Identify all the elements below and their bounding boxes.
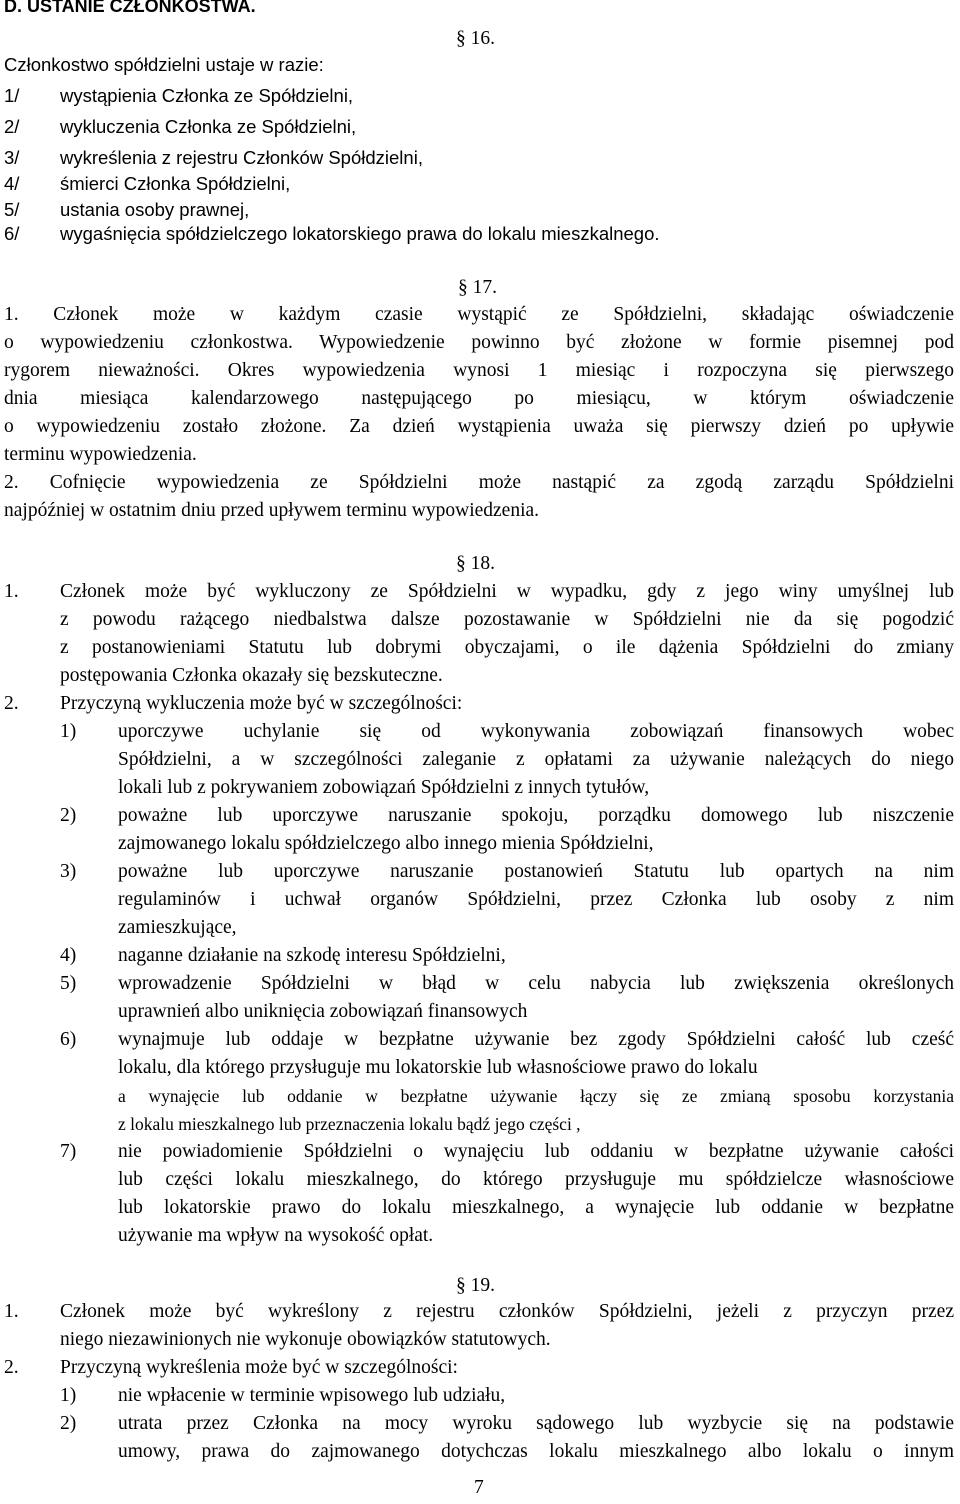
text-line: regulaminów i uchwał organów Spółdzielni, przez Członka lub osoby z nim — [118, 889, 954, 910]
s17-body — [4, 301, 954, 525]
item-number: 1) — [60, 1385, 77, 1406]
point-number: 1. — [4, 1301, 19, 1322]
item-number: 1) — [60, 721, 77, 742]
list-item-number: 2/ — [4, 116, 20, 137]
text-line: dnia miesiąca kalendarzowego następującego po miesiącu, w którym oświadczenie — [4, 388, 954, 409]
s18-p1 — [60, 578, 954, 690]
text-line: 2. Cofnięcie wypowiedzenia ze Spółdzielni może nastąpić za zgodą zarządu Spółdzielni — [4, 472, 954, 493]
item-number: 7) — [60, 1141, 77, 1162]
text-line: o wypowiedzeniu zostało złożone. Za dzień wystąpienia uważa się pierwszy dzień po upływie — [4, 416, 954, 437]
text-line: Członek może być wykluczony ze Spółdzielni w wypadku, gdy z jego winy umyślnej lub — [60, 581, 954, 602]
text-line: rygorem nieważności. Okres wypowiedzenia wynosi 1 miesiąc i rozpoczyna się pierwszego — [4, 360, 954, 381]
text-line: lokali lub z pokrywaniem zobowiązań Spółdzielni z innych tytułów, — [118, 777, 650, 798]
text-line: wprowadzenie Spółdzielni w błąd w celu nabycia lub zwiększenia określonych — [118, 973, 954, 994]
list-item-text: śmierci Członka Spółdzielni, — [60, 173, 291, 194]
paragraph-mark-19: § 19. — [456, 1275, 495, 1296]
s18-item — [118, 1138, 954, 1250]
text-line: z lokalu mieszkalnego lub przeznaczenia lokalu bądź jego części , — [118, 1114, 581, 1134]
text-line: z postanowieniami Statutu lub dobrymi obyczajami, o ile dążenia Spółdzielni do zmiany — [60, 637, 954, 658]
list-item-text: ustania osoby prawnej, — [60, 199, 250, 220]
item-number: 5) — [60, 973, 77, 994]
text-line: lub części lokalu mieszkalnego, do którego przysługuje mu spółdzielcze własnościowe — [118, 1169, 954, 1190]
point-number: 2. — [4, 1357, 19, 1378]
text-line: o wypowiedzeniu członkostwa. Wypowiedzenie powinno być złożone w formie pisemnej pod — [4, 332, 954, 353]
item-number: 2) — [60, 805, 77, 826]
s18-item — [118, 802, 954, 858]
list-item-text: wykreślenia z rejestru Członków Spółdzielni, — [60, 147, 423, 168]
paragraph-mark-18: § 18. — [456, 553, 495, 574]
text-line: poważne lub uporczywe naruszanie postanowień Statutu lub opartych na nim — [118, 861, 954, 882]
text-line: niego niezawinionych nie wykonuje obowiązków statutowych. — [60, 1329, 551, 1350]
text-line: nie wpłacenie w terminie wpisowego lub udziału, — [118, 1385, 506, 1406]
item-number: 6) — [60, 1029, 77, 1050]
list-item-number: 6/ — [4, 223, 20, 244]
text-line: wynajmuje lub oddaje w bezpłatne używanie bez zgody Spółdzielni całość lub cześć — [118, 1029, 954, 1050]
text-line: Członek może być wykreślony z rejestru członków Spółdzielni, jeżeli z przyczyn przez — [60, 1301, 954, 1322]
paragraph-mark-16: § 16. — [456, 28, 495, 49]
s18-item — [118, 942, 954, 970]
text-line: lub lokatorskie prawo do lokalu mieszkalnego, a wynajęcie lub oddanie w bezpłatne — [118, 1197, 954, 1218]
list-item-text: wykluczenia Członka ze Spółdzielni, — [60, 116, 357, 137]
point-number: 2. — [4, 693, 19, 714]
text-line: zamieszkujące, — [118, 917, 237, 938]
s16-intro: Członkostwo spółdzielni ustaje w razie: — [4, 54, 324, 75]
s19-item — [118, 1410, 954, 1466]
page-number: 7 — [474, 1477, 484, 1498]
text-line: nie powiadomienie Spółdzielni o wynajęciu lub oddaniu w bezpłatne używanie całości — [118, 1141, 954, 1162]
text-line: używanie ma wpływ na wysokość opłat. — [118, 1225, 434, 1246]
text-line: postępowania Członka okazały się bezskuteczne. — [60, 665, 443, 686]
point-number: 1. — [4, 581, 19, 602]
s18-item — [118, 1026, 954, 1138]
list-item-text: wystąpienia Członka ze Spółdzielni, — [60, 85, 354, 106]
item-number: 2) — [60, 1413, 77, 1434]
item-number: 3) — [60, 861, 77, 882]
text-line: umowy, prawa do zajmowanego dotychczas lokalu mieszkalnego albo lokalu o innym — [118, 1441, 954, 1462]
list-item-number: 1/ — [4, 85, 20, 106]
list-item-text: wygaśnięcia spółdzielczego lokatorskiego prawa do lokalu mieszkalnego. — [60, 223, 660, 244]
text-line: najpóźniej w ostatnim dniu przed upływem terminu wypowiedzenia. — [4, 500, 540, 521]
text-line: Spółdzielni, a w szczególności zaleganie z opłatami za używanie należących do niego — [118, 749, 954, 770]
section-heading: D. USTANIE CZŁONKOSTWA. — [4, 0, 256, 16]
s18-item — [118, 970, 954, 1026]
paragraph-mark-17: § 17. — [458, 277, 497, 298]
text-line: a wynajęcie lub oddanie w bezpłatne używanie łączy się ze zmianą sposobu korzystania — [118, 1086, 954, 1106]
text-line: zajmowanego lokalu spółdzielczego albo innego mienia Spółdzielni, — [118, 833, 654, 854]
item-number: 4) — [60, 945, 77, 966]
text-line: lokalu, dla którego przysługuje mu lokatorskie lub własnościowe prawo do lokalu — [118, 1057, 758, 1078]
text-line: z powodu rażącego niedbalstwa dalsze pozostawanie w Spółdzielni nie da się pogodzić — [60, 609, 954, 630]
point-intro: Przyczyną wykluczenia może być w szczególności: — [60, 693, 463, 714]
list-item-number: 4/ — [4, 173, 20, 194]
text-line: terminu wypowiedzenia. — [4, 444, 197, 465]
s18-item — [118, 858, 954, 942]
text-line: uporczywe uchylanie się od wykonywania zobowiązań finansowych wobec — [118, 721, 954, 742]
s18-item — [118, 718, 954, 802]
s19-item — [118, 1382, 954, 1410]
point-intro: Przyczyną wykreślenia może być w szczególności: — [60, 1357, 458, 1378]
text-line: utrata przez Członka na mocy wyroku sądowego lub wyzbycie się na podstawie — [118, 1413, 954, 1434]
s19-p1 — [60, 1298, 954, 1354]
list-item-number: 3/ — [4, 147, 20, 168]
text-line: naganne działanie na szkodę interesu Spółdzielni, — [118, 945, 506, 966]
text-line: uprawnień albo uniknięcia zobowiązań finansowych — [118, 1001, 528, 1022]
list-item-number: 5/ — [4, 199, 20, 220]
text-line: 1. Członek może w każdym czasie wystąpić ze Spółdzielni, składając oświadczenie — [4, 304, 954, 325]
text-line: poważne lub uporczywe naruszanie spokoju, porządku domowego lub niszczenie — [118, 805, 954, 826]
